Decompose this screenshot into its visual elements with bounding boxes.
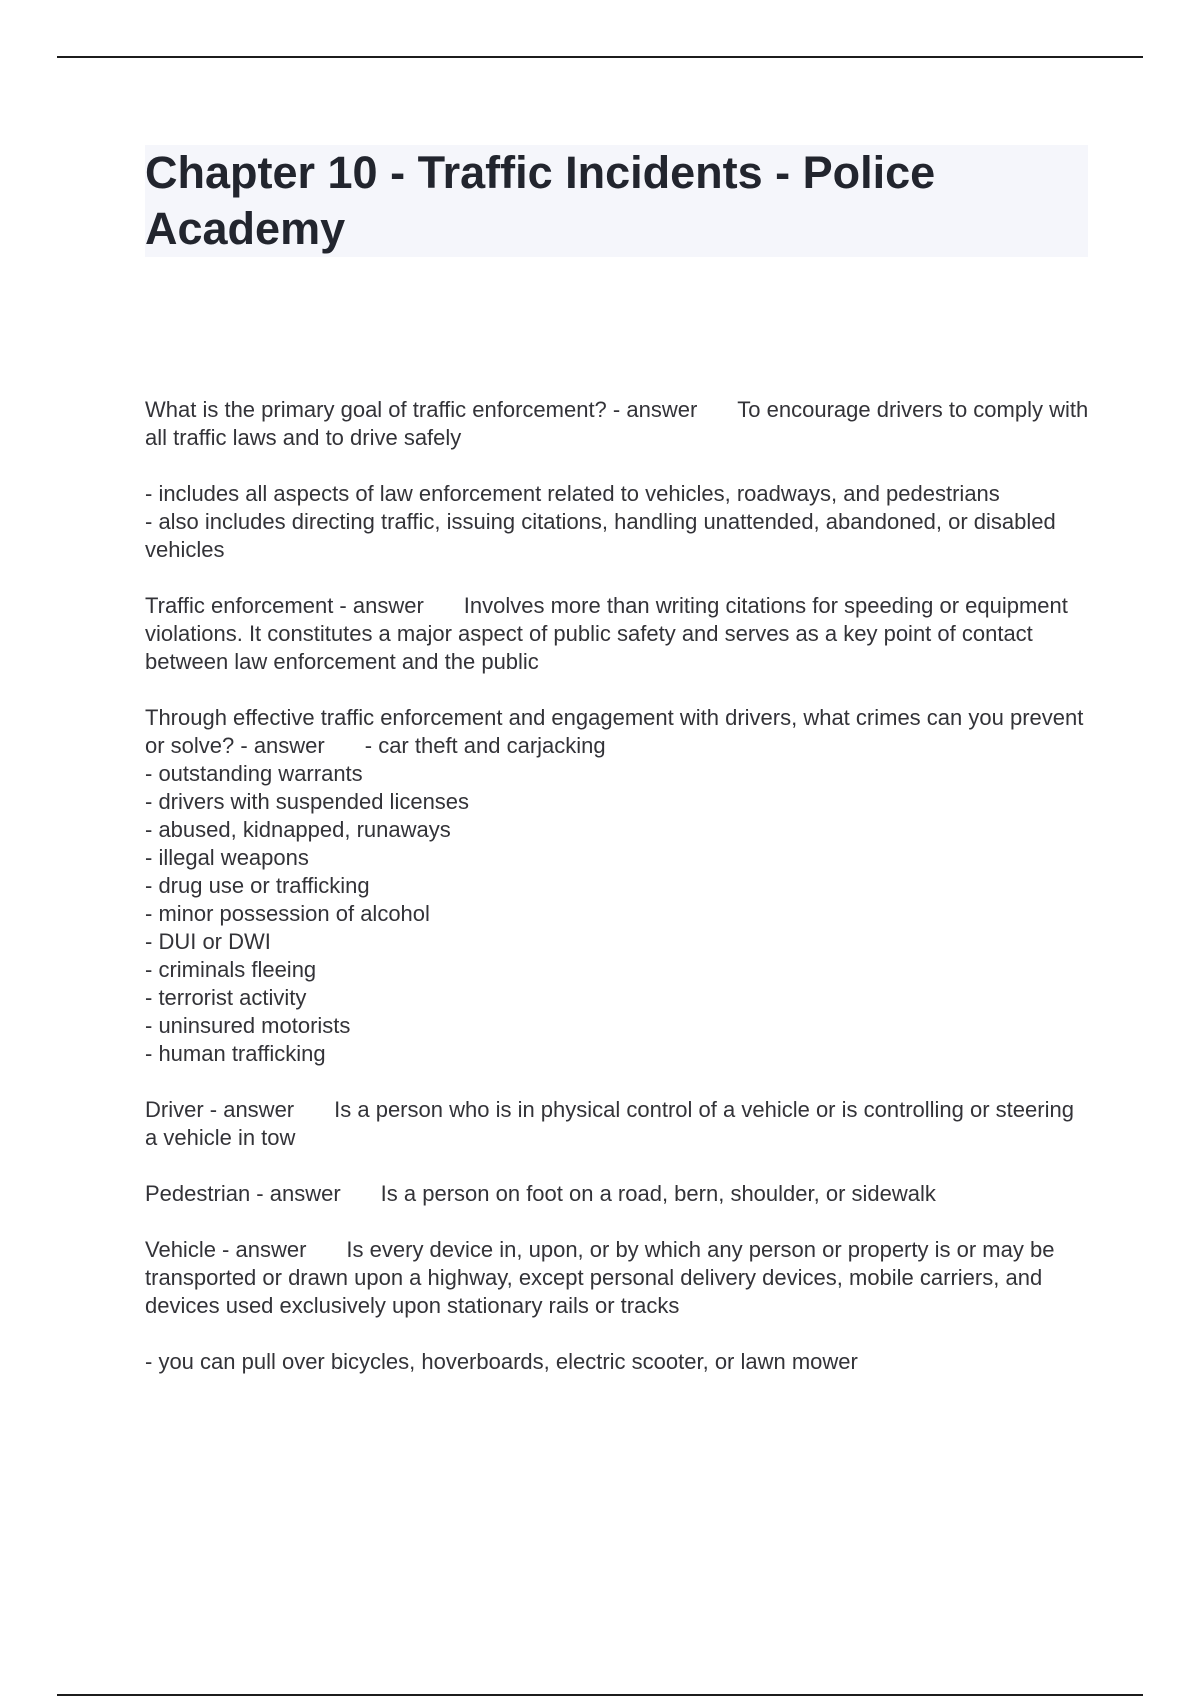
entry-term: What is the primary goal of traffic enforcement? - answer [145, 397, 698, 422]
document-body [145, 396, 1090, 1404]
crimes-list [145, 760, 1090, 1068]
list-item: - terrorist activity [145, 985, 307, 1010]
entry-definition: To encourage drivers to comply with all traffic laws and to drive safely [145, 397, 1089, 450]
entry-term: Through effective traffic enforcement and engagement with drivers, what crimes can you prevent or solve? - answer [145, 705, 1084, 758]
qa-entry-crimes [145, 704, 1090, 760]
list-item: - drug use or trafficking [145, 873, 370, 898]
entry-term: Traffic enforcement - answer [145, 593, 424, 618]
note-line: - includes all aspects of law enforcement related to vehicles, roadways, and pedestrians [145, 481, 1000, 506]
entry-definition: Is every device in, upon, or by which any person or property is or may be transported or drawn upon a highway, except personal delivery devices, mobile carriers, and devices used exclusively upon stationary rails or tracks [145, 1237, 1055, 1318]
qa-entry-traffic-enforcement [145, 592, 1090, 676]
qa-entry-primary-goal [145, 396, 1090, 452]
entry-definition: - car theft and carjacking [364, 733, 606, 758]
entry-definition: Is a person on foot on a road, bern, shoulder, or sidewalk [380, 1181, 936, 1206]
list-item: - outstanding warrants [145, 761, 363, 786]
qa-entry-pedestrian [145, 1180, 1090, 1208]
qa-entry-vehicle [145, 1236, 1090, 1320]
list-item: - abused, kidnapped, runaways [145, 817, 451, 842]
note-block-scope [145, 480, 1090, 564]
entry-term: Driver - answer [145, 1097, 295, 1122]
note-block-pull-over [145, 1348, 1090, 1376]
list-item: - drivers with suspended licenses [145, 789, 470, 814]
entry-term: Pedestrian - answer [145, 1181, 341, 1206]
list-item: - criminals fleeing [145, 957, 317, 982]
list-item: - illegal weapons [145, 845, 309, 870]
list-item: - human trafficking [145, 1041, 326, 1066]
entry-term: Vehicle - answer [145, 1237, 307, 1262]
list-item: - uninsured motorists [145, 1013, 351, 1038]
entry-definition: Involves more than writing citations for speeding or equipment violations. It constitutes a major aspect of public safety and serves as a key point of contact between law enforcement and the public [145, 593, 1068, 674]
entry-definition: Is a person who is in physical control of a vehicle or is controlling or steering a vehicle in tow [145, 1097, 1074, 1150]
top-divider [57, 56, 1143, 58]
note-line: - also includes directing traffic, issuing citations, handling unattended, abandoned, or disabled vehicles [145, 509, 1056, 562]
list-item: - DUI or DWI [145, 929, 271, 954]
bottom-divider [57, 1694, 1143, 1696]
page-title: Chapter 10 - Traffic Incidents - Police Academy [145, 147, 936, 254]
list-item: - minor possession of alcohol [145, 901, 430, 926]
note-line: - you can pull over bicycles, hoverboards, electric scooter, or lawn mower [145, 1349, 858, 1374]
qa-entry-driver [145, 1096, 1090, 1152]
